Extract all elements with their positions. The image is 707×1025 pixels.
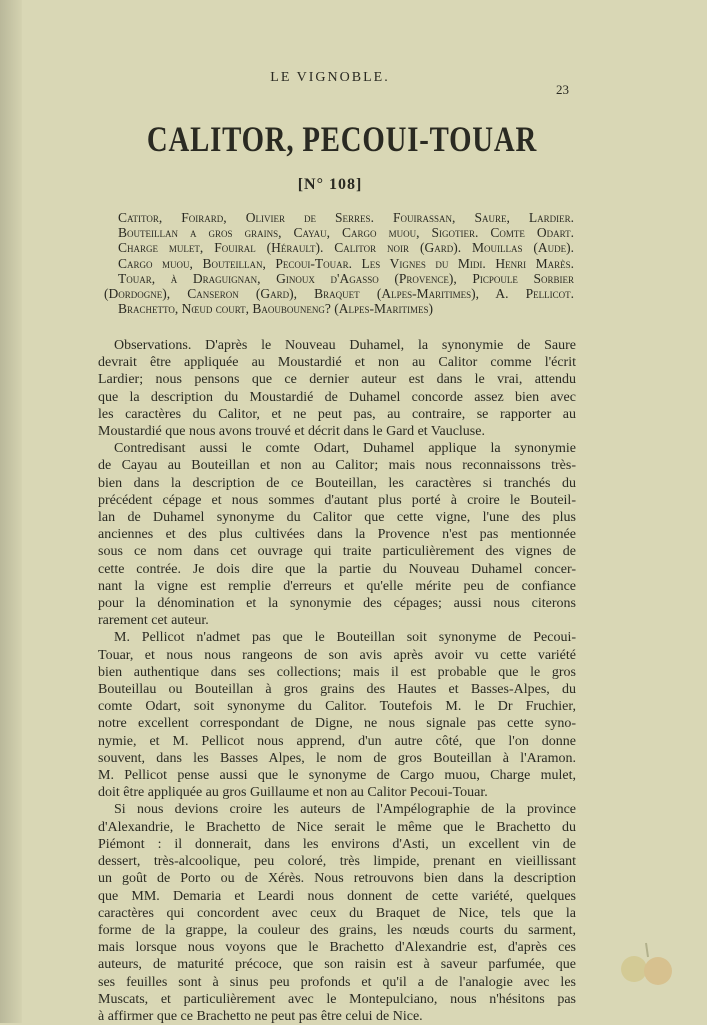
text-line: M. Pellicot pense aussi que le synonyme de Cargo muou, Charge mulet, [98, 768, 576, 784]
text-line: M. Pellicot n'admet pas que le Bouteillan soit synonyme de Pecoui- [114, 630, 576, 646]
synonym-line: Charge mulet, Fouiral (Hérault). Calitor noir (Gard). Mouillas (Aude). [118, 240, 574, 256]
text-line: lan de Duhamel synonyme du Calitor que cette vigne, l'une des plus [98, 510, 576, 526]
text-line: Moustardié que nous avons trouvé et décrit dans le Gard et Vaucluse. [98, 424, 485, 440]
text-line: comte Odart, soit synonyme du Calitor. Toutefois M. le Dr Fruchier, [98, 699, 576, 715]
text-line: caractères qui concordent avec ceux du Braquet de Nice, tels que la [98, 905, 576, 921]
text-line: rarement cet auteur. [98, 613, 209, 629]
text-line: devrait être appliquée au Moustardié et non au Calitor comme l'écrit [98, 355, 576, 371]
text-line: Contredisant aussi le comte Odart, Duhamel applique la synonymie [114, 441, 576, 457]
text-line: Observations. D'après le Nouveau Duhamel, la synonymie de Saure [114, 338, 576, 353]
synonym-line: Bouteillan a gros grains, Cayau, Cargo muou, Sigotier. Comte Odart. [118, 225, 574, 241]
text-line: Si nous devions croire les auteurs de l'Ampélographie de la province [114, 802, 576, 818]
synonym-line: (Dordogne), Canseron (Gard), Braquet (Alpes-Maritimes), A. Pellicot. [104, 286, 574, 302]
text-line: ses feuilles sont à sinus peu profonds et qu'il a de l'analogie avec les [98, 974, 576, 990]
text-line: bien dans la description de ce Bouteillan, les caractères si tranchés du [98, 475, 576, 491]
text-line: auteurs, de maturité précoce, que son raisin est à saveur parfumée, que [98, 957, 576, 973]
text-line: notre excellent correspondant de Digne, ne nous signale pas cette syno- [98, 716, 576, 732]
text-line: un goût de Porto ou de Xérès. Nous retrouvons bien dans la description [98, 871, 576, 887]
text-line: Lardier; nous pensons que ce dernier auteur est dans le vrai, attendu [98, 372, 576, 388]
text-line: Muscats, et particulièrement avec le Montepulciano, nous n'hésitons pas [98, 991, 576, 1007]
text-line: d'Alexandrie, le Brachetto de Nice serait le même que le Brachetto du [98, 819, 576, 835]
text-line: forme de la grappe, la couleur des grains, les nœuds courts du sarment, [98, 922, 576, 938]
text-line: de Cayau au Bouteillan et non au Calitor; mais nous reconnaissons très- [98, 458, 576, 474]
paragraph [98, 629, 576, 801]
text-line: les caractères du Calitor, et ne peut pas, au contraire, se rapporter au [98, 406, 576, 422]
text-line: précédent cépage et nous sommes d'autant plus porté à croire le Bouteil- [98, 492, 576, 508]
text-line: souvent, dans les Basses Alpes, le nom de gros Bouteillan à l'Aramon. [98, 750, 576, 766]
synonyms-block [104, 210, 574, 316]
text-line: cette contrée. Je dois dire que la partie du Nouveau Duhamel concer- [98, 561, 576, 577]
text-line: nant la vigne est remplie d'erreurs et qu'elle mérite peu de confiance [98, 578, 576, 594]
body-text [98, 337, 576, 1025]
text-line: dessert, très-alcoolique, peu coloré, très limpide, prenant en vieillissant [98, 854, 576, 870]
synonym-line: Touar, à Draguignan, Ginoux d'Agasso (Provence), Picpoule Sorbier [118, 270, 574, 286]
text-line: Touar, et nous nous rangeons de son avis après avoir vu cette variété [98, 647, 576, 663]
text-line: à affirmer que ce Brachetto ne peut pas être celui de Nice. [98, 1008, 423, 1024]
synonym-line: Brachetto, Nœud court, Baoubouneng? (Alpes-Maritimes) [118, 301, 434, 317]
text-line: sous ce nom dans cet ouvrage qui traite particulièrement des vignes de [98, 544, 576, 560]
text-line: anciennes et des plus cultivées dans la Provence n'est pas mentionnée [98, 527, 576, 543]
text-line: que la description du Moustardié de Duhamel concorde assez bien avec [98, 389, 576, 405]
text-line: nymie, et M. Pellicot nous apprend, d'un autre côté, que l'on donne [98, 733, 576, 749]
fruit-illustration-icon [612, 935, 682, 990]
paragraph [98, 337, 576, 440]
text-line: doit être appliquée au gros Guillaume et non au Calitor Pecoui-Touar. [98, 785, 488, 801]
entry-title: CALITOR, PECOUI-TOUAR [146, 119, 538, 159]
running-header: LE VIGNOBLE. [270, 70, 390, 85]
text-line: pour la dénomination et la synonymie des cépages; aussi nous citerons [98, 596, 576, 612]
entry-number: [N° 108] [297, 176, 363, 193]
paragraph [98, 440, 576, 629]
text-line: Piémont : il donnerait, dans les environs d'Asti, un excellent vin de [98, 836, 576, 852]
text-line: que MM. Demaria et Leardi nous donnent de cette variété, quelques [98, 888, 576, 904]
text-line: bien authentique dans ses collections; mais il est probable que le gros [98, 664, 576, 680]
page-number: 23 [556, 82, 569, 97]
synonym-line: Cargo muou, Bouteillan, Pecoui-Touar. Les Vignes du Midi. Henri Marès. [118, 255, 574, 271]
text-line: mais lorsque nous voyons que le Brachetto d'Alexandrie est, d'après ces [98, 940, 576, 956]
text-line: Bouteillau ou Bouteillan à gros grains des Hautes et Basses-Alpes, du [98, 682, 576, 698]
page-edge-shadow [0, 0, 22, 1023]
synonym-line: Catitor, Foirard, Olivier de Serres. Fouirassan, Saure, Lardier. [118, 210, 574, 225]
paragraph [98, 801, 576, 1025]
